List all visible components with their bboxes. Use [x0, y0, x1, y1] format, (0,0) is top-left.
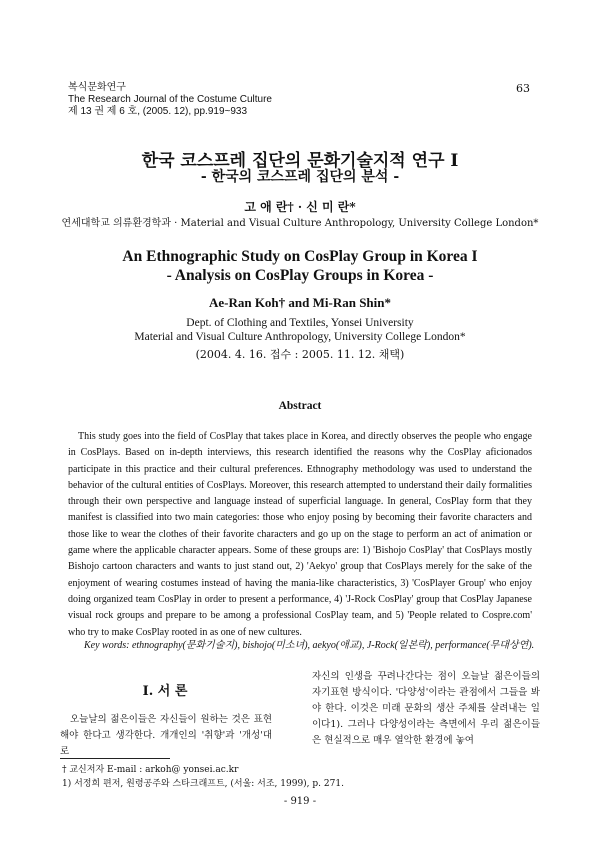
body-right-column: 자신의 인생을 꾸려나간다는 점이 오늘날 젊은이들의 자기표현 방식이다. '다양성'이라는 관점에서 그들을 봐야 한다. 이것은 미래 문화의 생산 주체를 살려내는 일이다1). 그러나 다양성이라는 측면에서 우리 젊은이들은 현실적으로 매우 열악한 환경에 놓여 — [312, 671, 540, 746]
journal-volume: 제 13 권 제 6 호, (2005. 12), pp.919~933 — [68, 106, 248, 117]
title-korean: 한국 코스프레 집단의 문화기술지적 연구 I — [141, 151, 459, 171]
journal-name-korean: 복식문화연구 — [68, 82, 126, 93]
keywords: Key words: ethnography(문화기술지), bishojo(미소녀), aekyo(애교), J-Rock(일본락), performance(무대상연). — [84, 640, 535, 651]
journal-name-english: The Research Journal of the Costume Culture — [68, 94, 272, 105]
title-english-line2: - Analysis on CosPlay Groups in Korea - — [166, 267, 434, 284]
submission-dates: (2004. 4. 16. 접수 : 2005. 11. 12. 채택) — [195, 348, 405, 361]
affiliation-korean: 연세대학교 의류환경학과 · Material and Visual Culture Anthropology, University College London* — [61, 218, 539, 229]
title-english — [0, 247, 600, 285]
title-english-line1: An Ethnographic Study on CosPlay Group in Korea I — [122, 248, 478, 265]
affiliation-english-1: Dept. of Clothing and Textiles, Yonsei University — [186, 317, 414, 329]
footnote-divider — [60, 758, 170, 759]
page-footer-number: - 919 - — [283, 796, 317, 807]
body-left-column: 오늘날의 젊은이들은 자신들이 원하는 것은 표현해야 한다고 생각한다. 개개인의 '취향'과 '개성'대로 — [60, 714, 272, 757]
page-number: 63 — [516, 82, 530, 95]
abstract-heading: Abstract — [278, 400, 322, 412]
authors-english: Ae-Ran Koh† and Mi-Ran Shin* — [208, 295, 392, 310]
subtitle-korean: - 한국의 코스프레 집단의 분석 - — [200, 169, 400, 185]
abstract-text: This study goes into the field of CosPlay that takes place in Korea, and directly observes the people who engage in CosPlays. Based on in-depth interviews, this research identified the reasons why the CosPlay aficionados participate in this practice and their cultural preferences. Ethnography methodology was used to understand the behavior of the cultural entities of CosPlays. Moreover, this research attempted to understand their daily formalities through their own perspective and language instead of superficial language. In general, CosPlay form that they manifest is classified into two main categories: those who enjoy posing by becoming their favorite characters and those like to wear the clothes of their favorite characters and go up on the stage to perform an act of animation or game where the applicable character appears. Some of these groups are: 1) 'Bishojo CosPlay' that CosPlays mostly Bishojo cartoon characters and wants to just stand out, 2) 'Aekyo' group that CosPlays merely for the sake of the enjoyment of wearing costumes instead of having the mania-like characteristics, 3) 'CosPlayer Group' who enjoy doing organized team CosPlay in order to present a performance, 4) 'J-Rock CosPlay' group that CosPlay Japanese visual rock groups and prepare to be among a professional CosPlay team, and 5) 'People related to Cospre.com' who try to make CosPlay rooted in as one of new cultures. — [68, 431, 532, 638]
journal-header — [68, 82, 272, 118]
affiliation-english — [0, 316, 600, 344]
footnote-reference-1: 1) 서정희 편저, 원령공주와 스타크래프트, (서울: 서조, 1999), p. 271. — [62, 779, 344, 789]
authors-korean: 고 애 란† · 신 미 란* — [244, 200, 356, 214]
footnote-corresponding-author: † 교신저자 E-mail : arkoh@ yonsei.ac.kr — [62, 765, 239, 775]
section-heading: I. 서 론 — [142, 684, 188, 699]
affiliation-english-2: Material and Visual Culture Anthropology, University College London* — [134, 331, 466, 343]
